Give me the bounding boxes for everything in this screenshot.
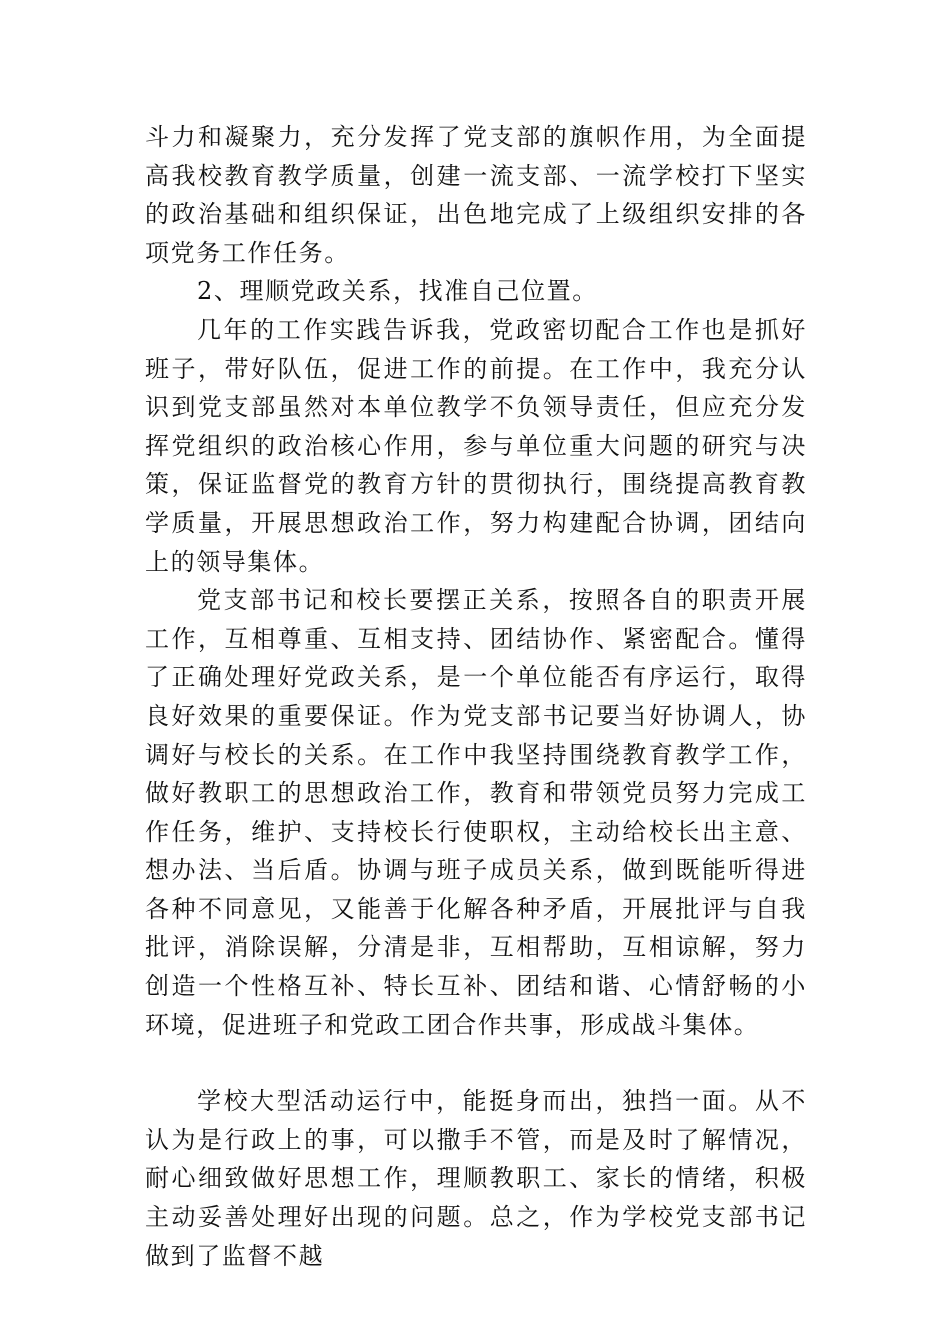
paragraph-5: 学校大型活动运行中，能挺身而出，独挡一面。从不认为是行政上的事，可以撒手不管，而是及时了解情况，耐心细致做好思想工作，理顺教职工、家长的情绪，积极主动妥善处理好出现的问题。总之，作为学校党支部书记做到了监督不越 (145, 1087, 807, 1270)
paragraph-4: 党支部书记和校长要摆正关系，按照各自的职责开展工作，互相尊重、互相支持、团结协作、紧密配合。懂得了正确处理好党政关系，是一个单位能否有序运行，取得良好效果的重要保证。作为党支部书记要当好协调人，协调好与校长的关系。在工作中我坚持围绕教育教学工作，做好教职工的思想政治工作，教育和带领党员努力完成工作任务，维护、支持校长行使职权，主动给校长出主意、想办法、当后盾。协调与班子成员关系，做到既能听得进各种不同意见，又能善于化解各种矛盾，开展批评与自我批评，消除误解，分清是非，互相帮助，互相谅解，努力创造一个性格互补、特长互补、团结和谐、心情舒畅的小环境，促进班子和党政工团合作共事，形成战斗集体。 (145, 586, 807, 1039)
paragraph-1: 斗力和凝聚力，充分发挥了党支部的旗帜作用，为全面提高我校教育教学质量，创建一流支部、一流学校打下坚实的政治基础和组织保证，出色地完成了上级组织安排的各项党务工作任务。 (145, 123, 807, 267)
paragraph-gap (145, 1044, 807, 1082)
paragraph-2-heading: 2、理顺党政关系，找准自己位置。 (197, 277, 598, 306)
paragraph-3: 几年的工作实践告诉我，党政密切配合工作也是抓好班子，带好队伍，促进工作的前提。在工作中，我充分认识到党支部虽然对本单位教学不负领导责任，但应充分发挥党组织的政治核心作用，参与单位重大问题的研究与决策，保证监督党的教育方针的贯彻执行，围绕提高教育教学质量，开展思想政治工作，努力构建配合协调，团结向上的领导集体。 (145, 315, 807, 576)
document-body (145, 118, 807, 1275)
